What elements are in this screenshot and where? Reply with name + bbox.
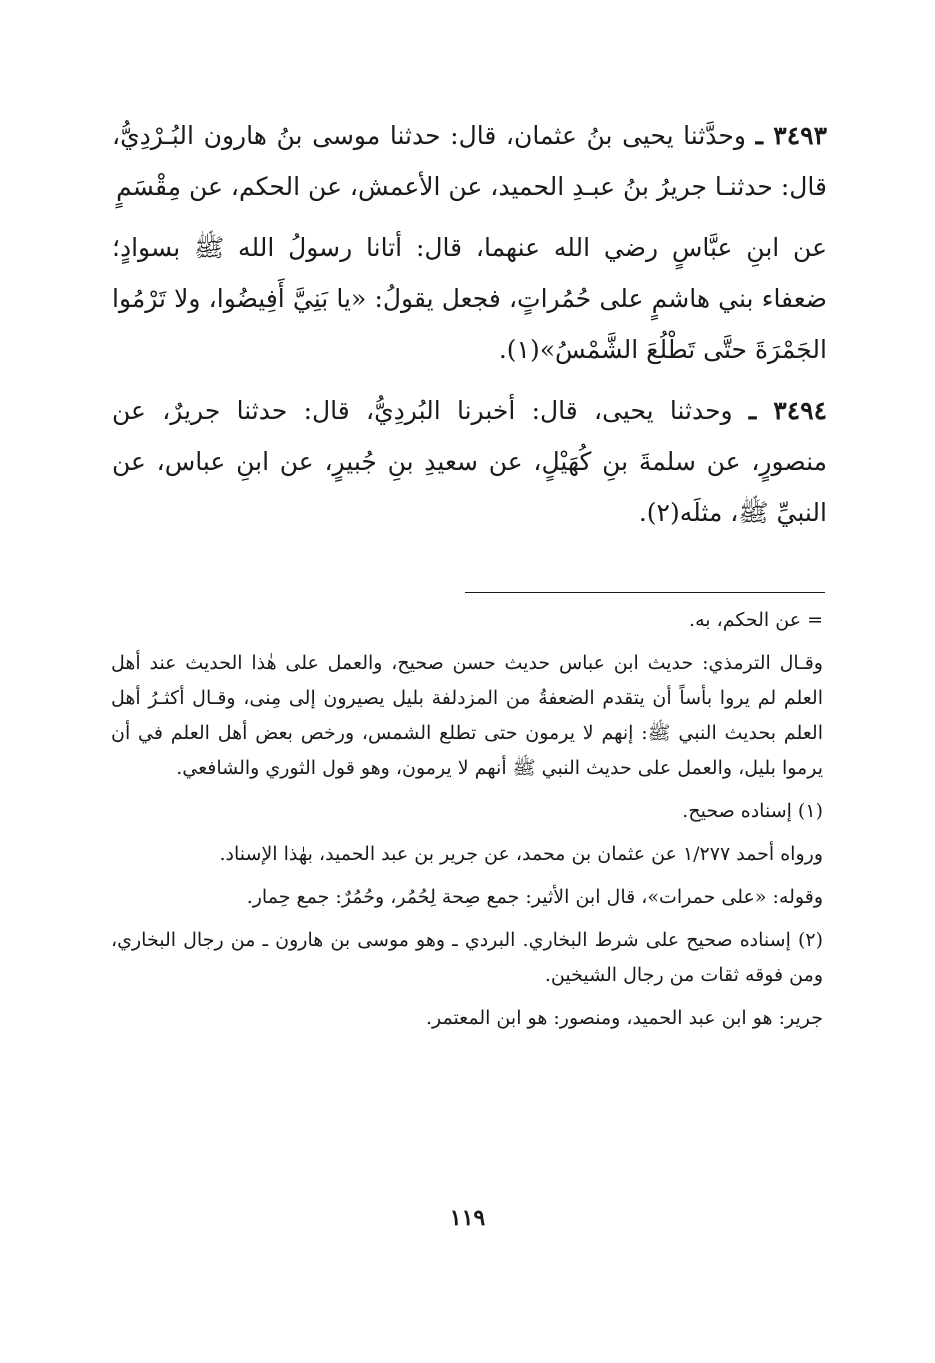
hadith-number: ٣٤٩٤ ـ (748, 396, 827, 425)
footnote-tirmidhi: وقـال الترمذي: حديث ابن عباس حديث حسن صحيح، والعمل على هٰذا الحديث عند أهل العلم لم يروا بأساً أن يتقدم الضعفةُ من المزدلفة بليل يصيرون إلى مِنى، وقـال أكثـرُ أهل العلم بحديث النبي ﷺ: إنهم لا يرمون حتى تطلع الشمس، ورخص بعض أهل العلم في أن يرموا بليل، والعمل على حديث النبي ﷺ أنهم لا يرمون، وهو قول الثوري والشافعي. (111, 652, 823, 779)
footnote-2: (٢) إسناده صحيح على شرط البخاري. البردي ـ وهو موسى بن هارون ـ من رجال البخاري، ومن فوقه ثقات من رجال الشيخين. (111, 929, 823, 986)
hadith-3493-matn: عن ابنِ عبَّاسٍ رضي الله عنهما، قال: أتانا رسولُ الله ﷺ بسوادٍ؛ ضعفاء بني هاشمٍ على حُمُراتٍ، فجعل يقولُ: «يا بَنِيَّ أَفِيضُوا، ولا تَرْمُوا الجَمْرَةَ حتَّى تَطْلُعَ الشَّمْسُ»(١). (112, 233, 827, 364)
hadith-3494 (112, 385, 827, 538)
footnote-1-ahmad: ورواه أحمد ١/٢٧٧ عن عثمان بن محمد، عن جرير بن عبد الحميد، بهٰذا الإسناد. (219, 843, 823, 865)
main-text (112, 110, 827, 548)
footnotes (111, 603, 823, 1044)
hadith-isnad-text: وحدثنا يحيى، قال: أخبرنا البُردِيُّ، قال: حدثنا جريرٌ، عن منصورٍ، عن سلمةَ بنِ كُهَيْلٍ، عن سعيدِ بنِ جُبيرٍ، عن ابنِ عباس، عن النبيِّ ﷺ، مثلَه(٢). (112, 396, 827, 527)
footnote-continuation: = عن الحكم، به. (689, 609, 823, 631)
hadith-3493-isnad (112, 110, 827, 212)
hadith-isnad-text: وحدَّثنا يحيى بنُ عثمان، قال: حدثنا موسى بنُ هارون البُـرْدِيُّ، قال: حدثنـا جريرُ بنُ عبـدِ الحميد، عن الأعمش، عن الحكم، عن مِقْسَمٍ (112, 121, 827, 201)
footnote-1: (١) إسناده صحيح. (682, 800, 823, 822)
hadith-number: ٣٤٩٣ ـ (755, 121, 828, 150)
footnote-2-jarir: جرير: هو ابن عبد الحميد، ومنصور: هو ابن المعتمر. (425, 1007, 823, 1029)
footnote-1-athir: وقوله: «على حمرات»، قال ابن الأثير: جمع صِحة لِحُمُر، وحُمُرٌ: جمع حِمار. (246, 886, 823, 908)
footnote-divider (465, 592, 825, 593)
page-number: ١١٩ (449, 1205, 486, 1231)
